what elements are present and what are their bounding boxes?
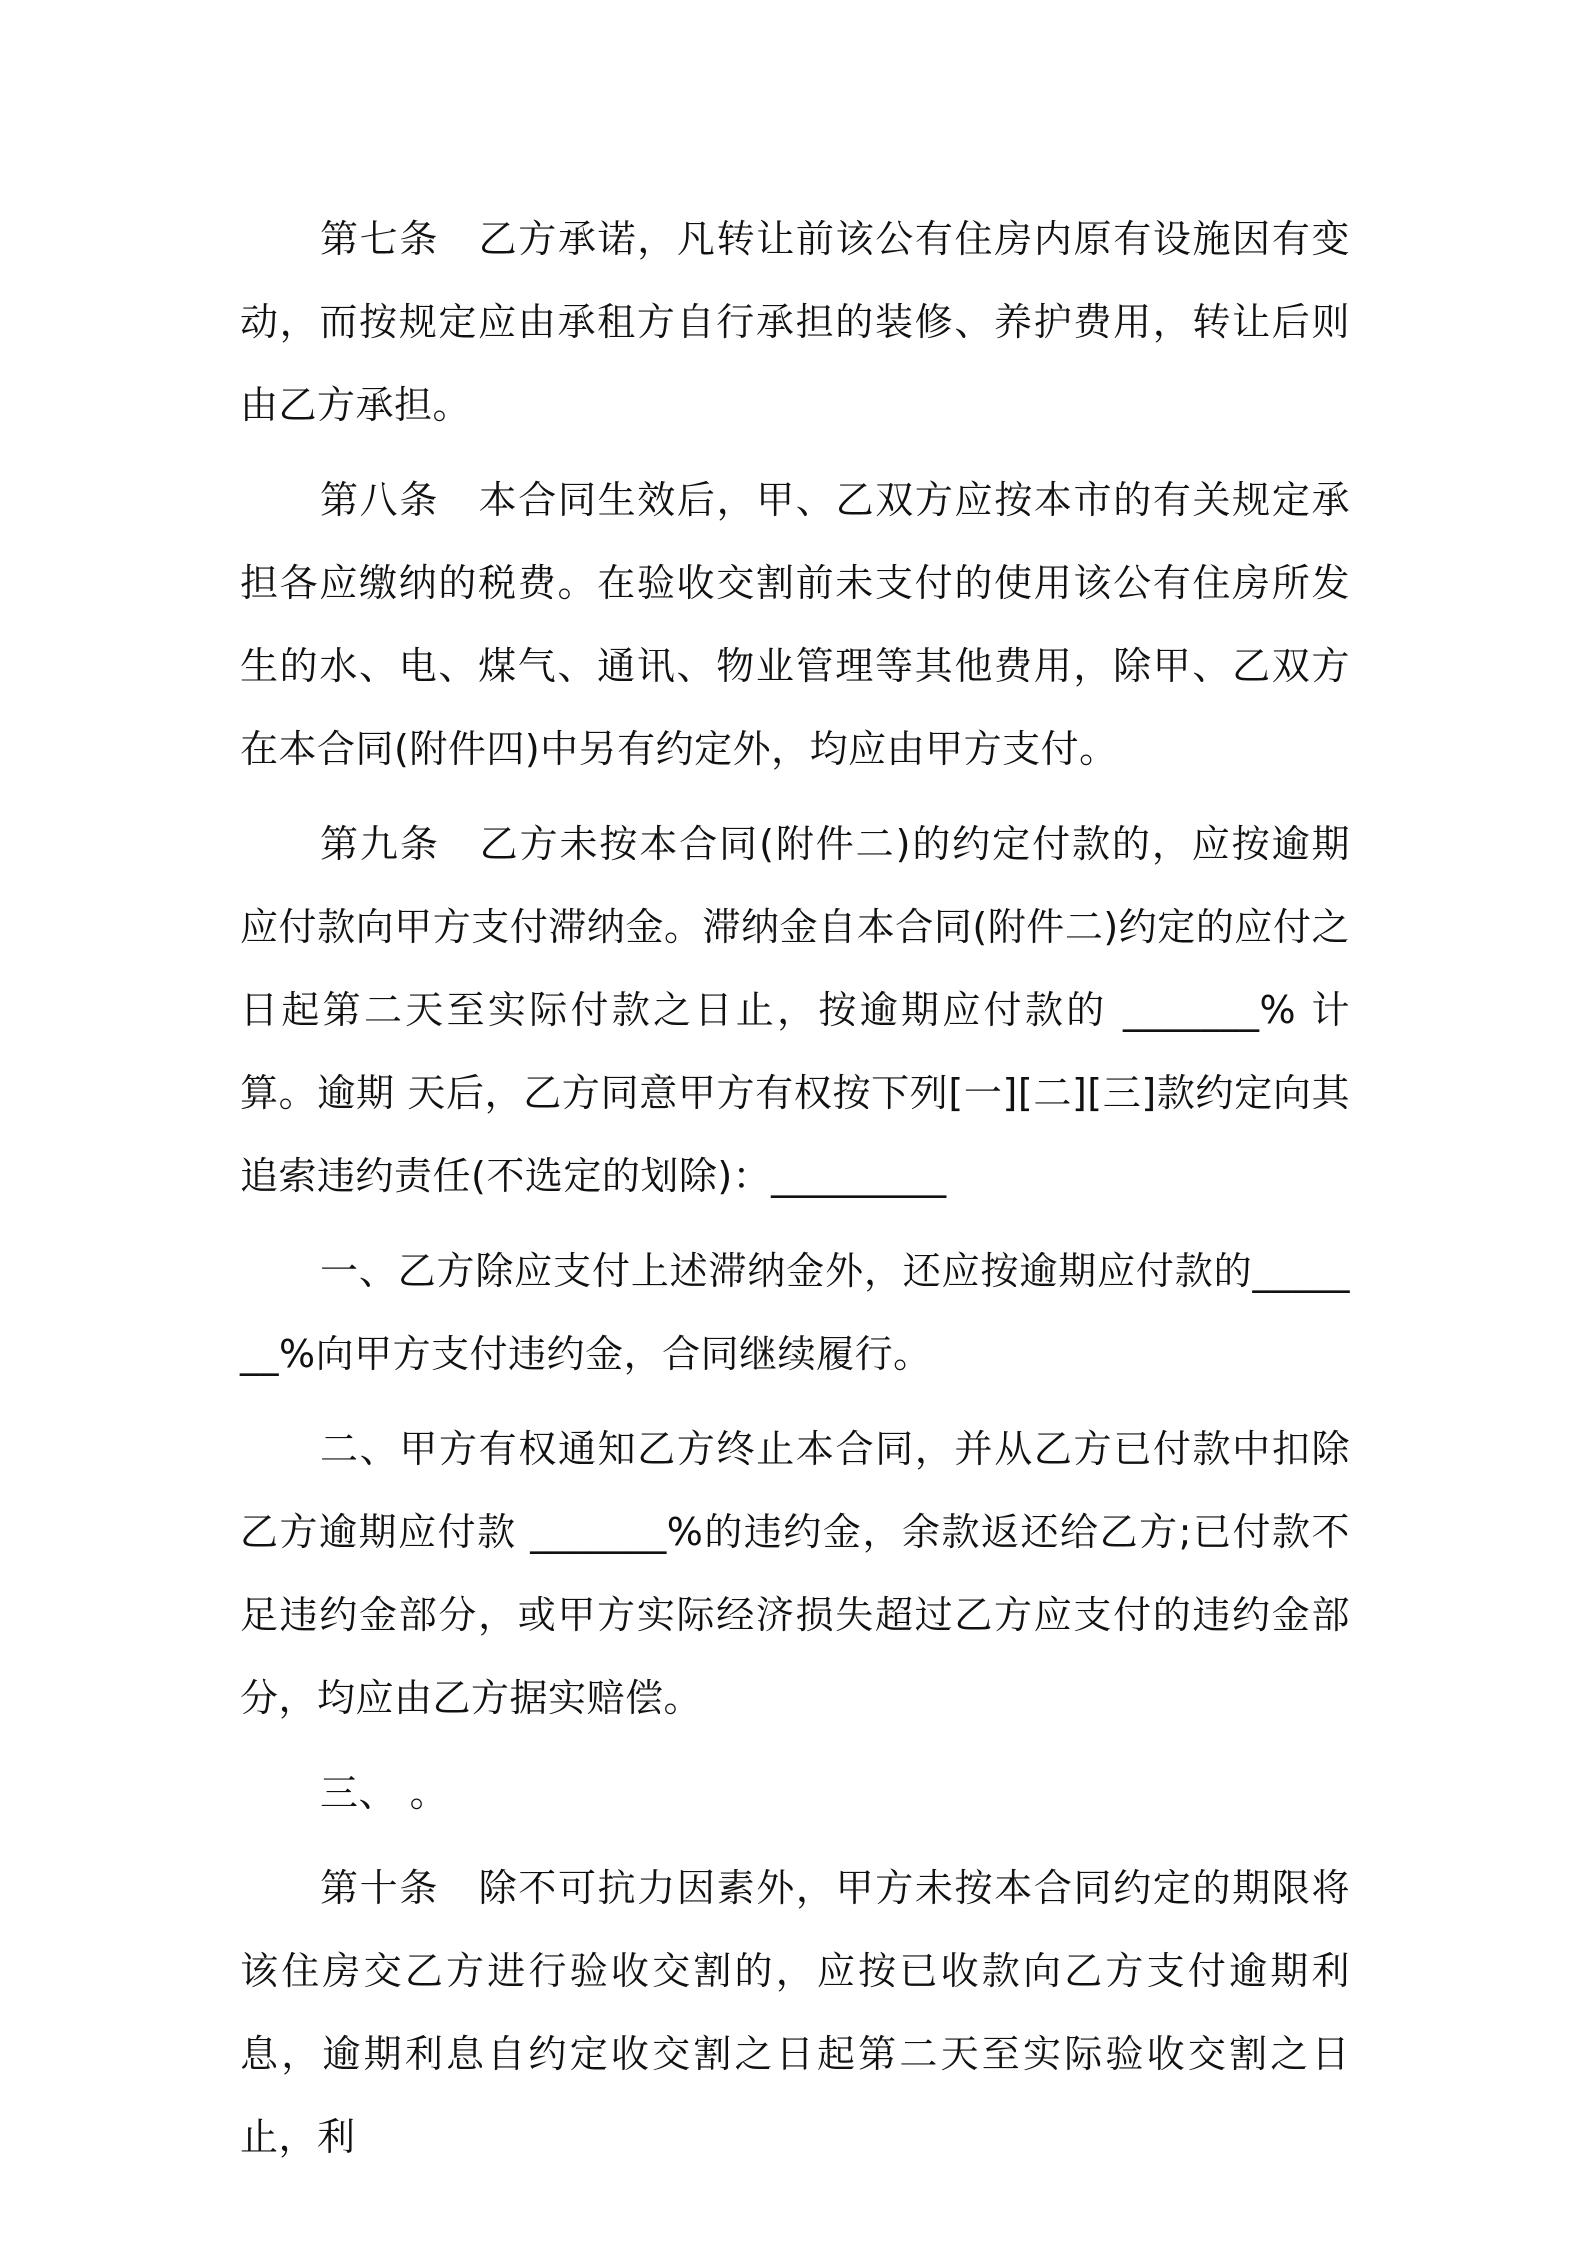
article-8-paragraph: 第八条 本合同生效后，甲、乙双方应按本市的有关规定承担各应缴纳的税费。在验收交割前未支付的使用该公有住房所发生的水、电、煤气、通讯、物业管理等其他费用，除甲、乙双方在本合同(附件四)中另有约定外，均应由甲方支付。 [240,478,1350,771]
clause-3-paragraph: 三、 。 [320,1771,449,1815]
clause-2-paragraph: 二、甲方有权通知乙方终止本合同，并从乙方已付款中扣除乙方逾期应付款 _______%的违约金，余款返还给乙方;已付款不足违约金部分，或甲方实际经济损失超过乙方应支付的违约金部分，均应由乙方据实赔偿。 [240,1427,1350,1720]
clause-1-paragraph: 一、乙方除应支付上述滞纳金外，还应按逾期应付款的_______%向甲方支付违约金，合同继续履行。 [240,1249,1350,1376]
document-page [240,198,1350,2179]
article-7-paragraph: 第七条 乙方承诺，凡转让前该公有住房内原有设施因有变动，而按规定应由承租方自行承担的装修、养护费用，转让后则由乙方承担。 [240,217,1350,427]
article-9-paragraph: 第九条 乙方未按本合同(附件二)的约定付款的，应按逾期应付款向甲方支付滞纳金。滞纳金自本合同(附件二)约定的应付之日起第二天至实际付款之日止，按逾期应付款的 _______% 计算。逾期 天后，乙方同意甲方有权按下列[一][二][三]款约定向其追索违约责任(不选定的划除)：_________ [240,822,1350,1198]
article-10-paragraph: 第十条 除不可抗力因素外，甲方未按本合同约定的期限将该住房交乙方进行验收交割的，应按已收款向乙方支付逾期利息，逾期利息自约定收交割之日起第二天至实际验收交割之日止，利 [240,1866,1350,2159]
